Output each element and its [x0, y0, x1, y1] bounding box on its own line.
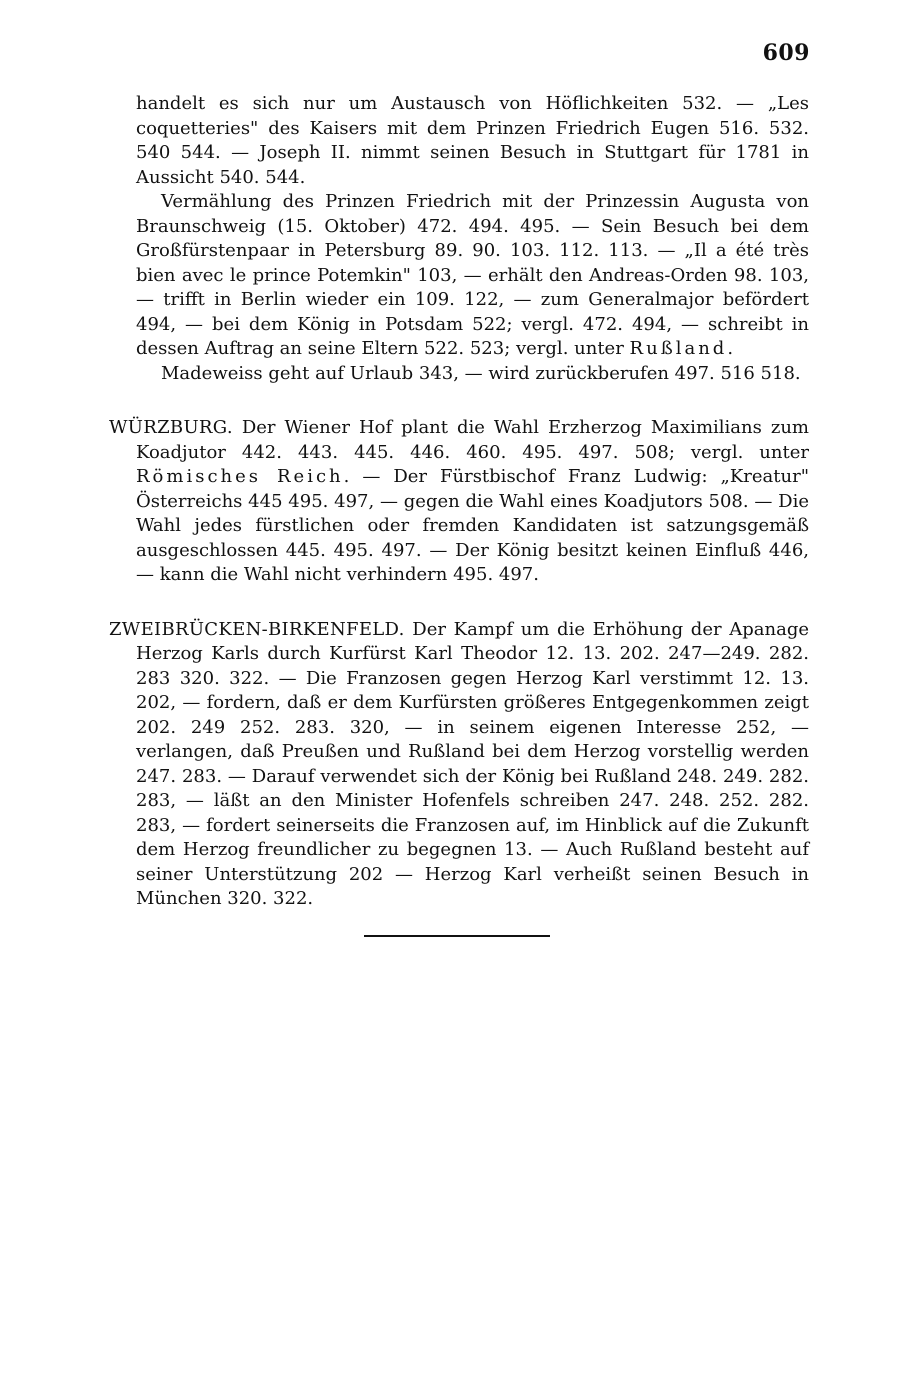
continuation-paragraph-3: Madeweiss geht auf Urlaub 343, — wird zurückberufen 497. 516 518. [161, 362, 801, 384]
continuation-paragraph-1: handelt es sich nur um Austausch von Höflichkeiten 532. — „Les coquetteries" des Kaisers mit dem Prinzen Friedrich Eugen 516. 532. 540 544. — Joseph II. nimmt seinen Besuch in Stuttgart für 1781 in Aussicht 540. 544. [136, 93, 809, 188]
cross-reference-russland: Rußland [629, 338, 728, 359]
entry-heading-wurzburg: WÜRZBURG. [109, 417, 233, 438]
index-entry-zweibrucken [109, 618, 809, 912]
cross-reference-roemisches-reich: Römisches Reich [136, 466, 344, 487]
continuation-paragraph-2 [136, 190, 809, 362]
index-entry-wurzburg [109, 416, 809, 588]
end-rule [364, 935, 550, 937]
entry-text-wurzburg-2: . — Der Fürstbischof Franz Ludwig: „Kreatur" Österreichs 445 495. 497, — gegen die Wahl eines Koadjutors 508. — Die Wahl jedes fürstlichen oder fremden Kandidaten ist satzungsgemäß ausgeschlossen 445. 495. 497. — Der König besitzt keinen Einfluß 446, — kann die Wahl nicht verhindern 495. 497. [136, 466, 809, 585]
page-number: 609 [762, 40, 810, 66]
index-text [109, 92, 809, 912]
entry-heading-zweibrucken: ZWEIBRÜCKEN-BIRKENFELD. [109, 618, 405, 640]
paragraph-2-end: . [727, 338, 734, 359]
paragraph-2-text: Vermählung des Prinzen Friedrich mit der Prinzessin Augusta von Braunschweig (15. Oktober) 472. 494. 495. — Sein Besuch bei dem Großfürstenpaar in Petersburg 89. 90. 103. 112. 113. — „Il a été très bien avec le prince Potemkin" 103, — erhält den Andreas-Orden 98. 103, — trifft in Berlin wieder ein 109. 122, — zum Generalmajor befördert 494, — bei dem König in Potsdam 522; vergl. 472. 494, — schreibt in dessen Auftrag an seine Eltern 522. 523; vergl. unter [136, 191, 809, 359]
entry-text-zweibrucken: Der Kampf um die Erhöhung der Apanage Herzog Karls durch Kurfürst Karl Theodor 12. 13. 202. 247—249. 282. 283 320. 322. — Die Franzosen gegen Herzog Karl verstimmt 12. 13. 202, — fordern, daß er dem Kurfürsten größeres Entgegenkommen zeigt 202. 249 252. 283. 320, — in seinem eigenen Interesse 252, — verlangen, daß Preußen und Rußland bei dem Herzog vorstellig werden 247. 283. — Darauf verwendet sich der König bei Rußland 248. 249. 282. 283, — läßt an den Minister Hofenfels schreiben 247. 248. 252. 282. 283, — fordert seinerseits die Franzosen auf, im Hinblick auf die Zukunft dem Herzog freundlicher zu begegnen 13. — Auch Rußland besteht auf seiner Unterstützung 202 — Herzog Karl verheißt seinen Besuch in München 320. 322. [136, 618, 809, 909]
entry-text-wurzburg-1: Der Wiener Hof plant die Wahl Erzherzog Maximilians zum Koadjutor 442. 443. 445. 446. 460. 495. 497. 508; vergl. unter [136, 417, 809, 463]
